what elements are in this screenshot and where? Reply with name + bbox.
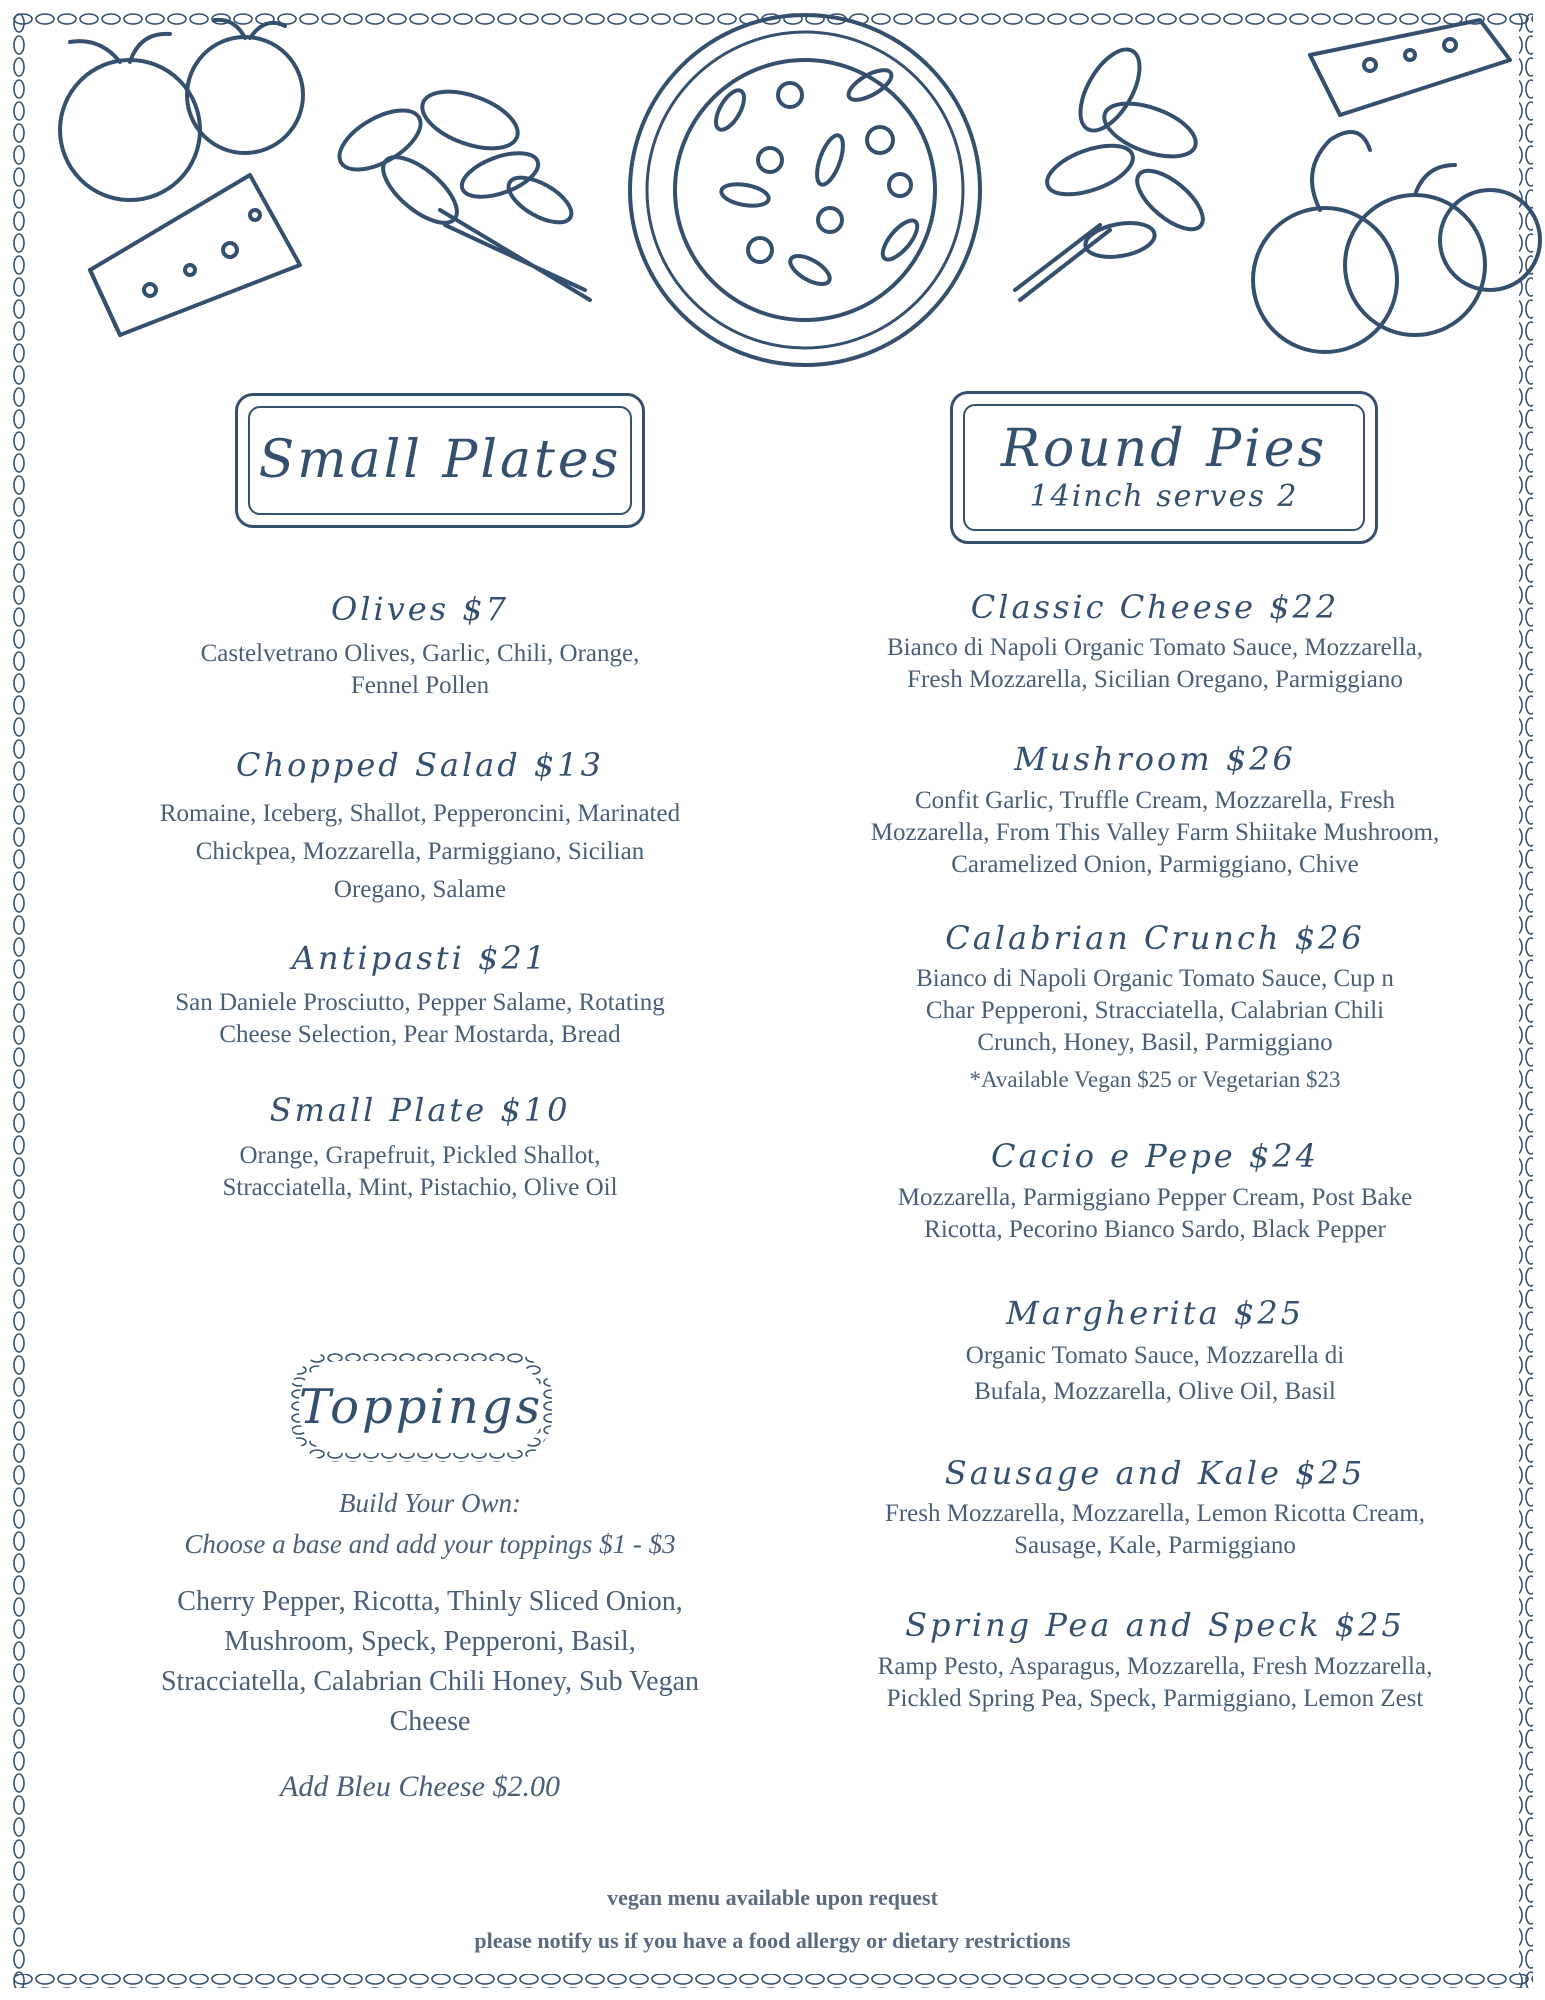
footer-allergy-note: please notify us if you have a food allergy or dietary restrictions xyxy=(474,1928,1071,1953)
item-description: Bianco di Napoli Organic Tomato Sauce, Cup n Char Pepperoni, Stracciatella, Calabrian Chili Crunch, Honey, Basil, Parmiggiano xyxy=(916,965,1394,1057)
item-title: Mushroom $26 xyxy=(1014,740,1296,779)
menu-item xyxy=(860,1454,1450,1562)
build-instructions: Choose a base and add your toppings $1 - $3 xyxy=(184,1529,676,1559)
menu-item xyxy=(860,1606,1450,1714)
item-note: *Available Vegan $25 or Vegetarian $23 xyxy=(969,1067,1341,1093)
menu-item xyxy=(860,1294,1450,1410)
item-title: Margherita $25 xyxy=(1006,1293,1304,1332)
section-title: Toppings xyxy=(298,1379,544,1435)
item-description: Organic Tomato Sauce, Mozzarella di Bufala, Mozzarella, Olive Oil, Basil xyxy=(965,1341,1345,1405)
small-plates-list xyxy=(140,590,700,1204)
item-title: Cacio e Pepe $24 xyxy=(991,1137,1319,1176)
section-subtitle: 14inch serves 2 xyxy=(1029,478,1299,514)
build-your-own: Build Your Own: xyxy=(338,1488,522,1518)
menu-item xyxy=(140,746,700,908)
toppings-header xyxy=(290,1352,552,1462)
header-illustrations xyxy=(0,0,1545,390)
cheese-wedge-icon xyxy=(90,175,300,335)
item-title: Chopped Salad $13 xyxy=(236,746,604,785)
tomato-icon xyxy=(1253,132,1540,352)
toppings-list: Cherry Pepper, Ricotta, Thinly Sliced Onion, Mushroom, Speck, Pepperoni, Basil, Stracciatella, Calabrian Chili Honey, Sub Vegan Cheese xyxy=(160,1586,700,1737)
small-plates-header xyxy=(235,393,645,528)
item-description: Fresh Mozzarella, Mozzarella, Lemon Ricotta Cream, Sausage, Kale, Parmiggiano xyxy=(884,1500,1426,1560)
item-description: Castelvetrano Olives, Garlic, Chili, Orange, Fennel Pollen xyxy=(200,640,640,700)
section-title: Small Plates xyxy=(258,429,622,490)
item-description: Ramp Pesto, Asparagus, Mozzarella, Fresh Mozzarella, Pickled Spring Pea, Speck, Parmiggiano, Lemon Zest xyxy=(877,1652,1433,1712)
item-title: Sausage and Kale $25 xyxy=(944,1453,1366,1492)
item-title: Antipasti $21 xyxy=(291,938,549,977)
basil-icon xyxy=(330,80,590,300)
menu-item xyxy=(860,740,1450,880)
item-description: Bianco di Napoli Organic Tomato Sauce, Mozzarella, Fresh Mozzarella, Sicilian Oregano, Parmiggiano xyxy=(886,634,1424,694)
item-title: Calabrian Crunch $26 xyxy=(945,918,1365,957)
item-description: Confit Garlic, Truffle Cream, Mozzarella, Fresh Mozzarella, From This Valley Farm Shiitake Mushroom, Caramelized Onion, Parmiggiano, Chive xyxy=(870,786,1440,878)
item-title: Classic Cheese $22 xyxy=(970,588,1340,626)
cheese-wedge-icon xyxy=(1310,20,1510,115)
pizza-icon xyxy=(630,15,980,365)
item-title: Olives $7 xyxy=(330,590,510,628)
item-title: Small Plate $10 xyxy=(269,1091,571,1130)
menu-item xyxy=(140,590,700,702)
basil-icon xyxy=(1015,40,1212,300)
item-description: San Daniele Prosciutto, Pepper Salame, Rotating Cheese Selection, Pear Mostarda, Bread xyxy=(175,989,665,1049)
menu-item xyxy=(140,939,700,1051)
section-title: Round Pies xyxy=(1000,419,1328,480)
tomato-icon xyxy=(60,20,303,200)
add-on-item: Add Bleu Cheese $2.00 xyxy=(280,1770,560,1803)
toppings-section xyxy=(140,1488,720,1804)
menu-item xyxy=(860,588,1450,696)
item-title: Spring Pea and Speck $25 xyxy=(905,1606,1405,1645)
menu-item xyxy=(860,1137,1450,1245)
menu-item xyxy=(140,1091,700,1203)
item-description: Orange, Grapefruit, Pickled Shallot, Stracciatella, Mint, Pistachio, Olive Oil xyxy=(222,1141,618,1201)
round-pies-header xyxy=(950,391,1378,544)
menu-item xyxy=(860,919,1450,1093)
round-pies-list xyxy=(860,588,1450,1715)
footer-vegan-note: vegan menu available upon request xyxy=(607,1885,938,1910)
item-description: Romaine, Iceberg, Shallot, Pepperoncini, Marinated Chickpea, Mozzarella, Parmiggiano, Sicilian Oregano, Salame xyxy=(159,799,681,903)
item-description: Mozzarella, Parmiggiano Pepper Cream, Post Bake Ricotta, Pecorino Bianco Sardo, Black Pepper xyxy=(897,1183,1413,1243)
